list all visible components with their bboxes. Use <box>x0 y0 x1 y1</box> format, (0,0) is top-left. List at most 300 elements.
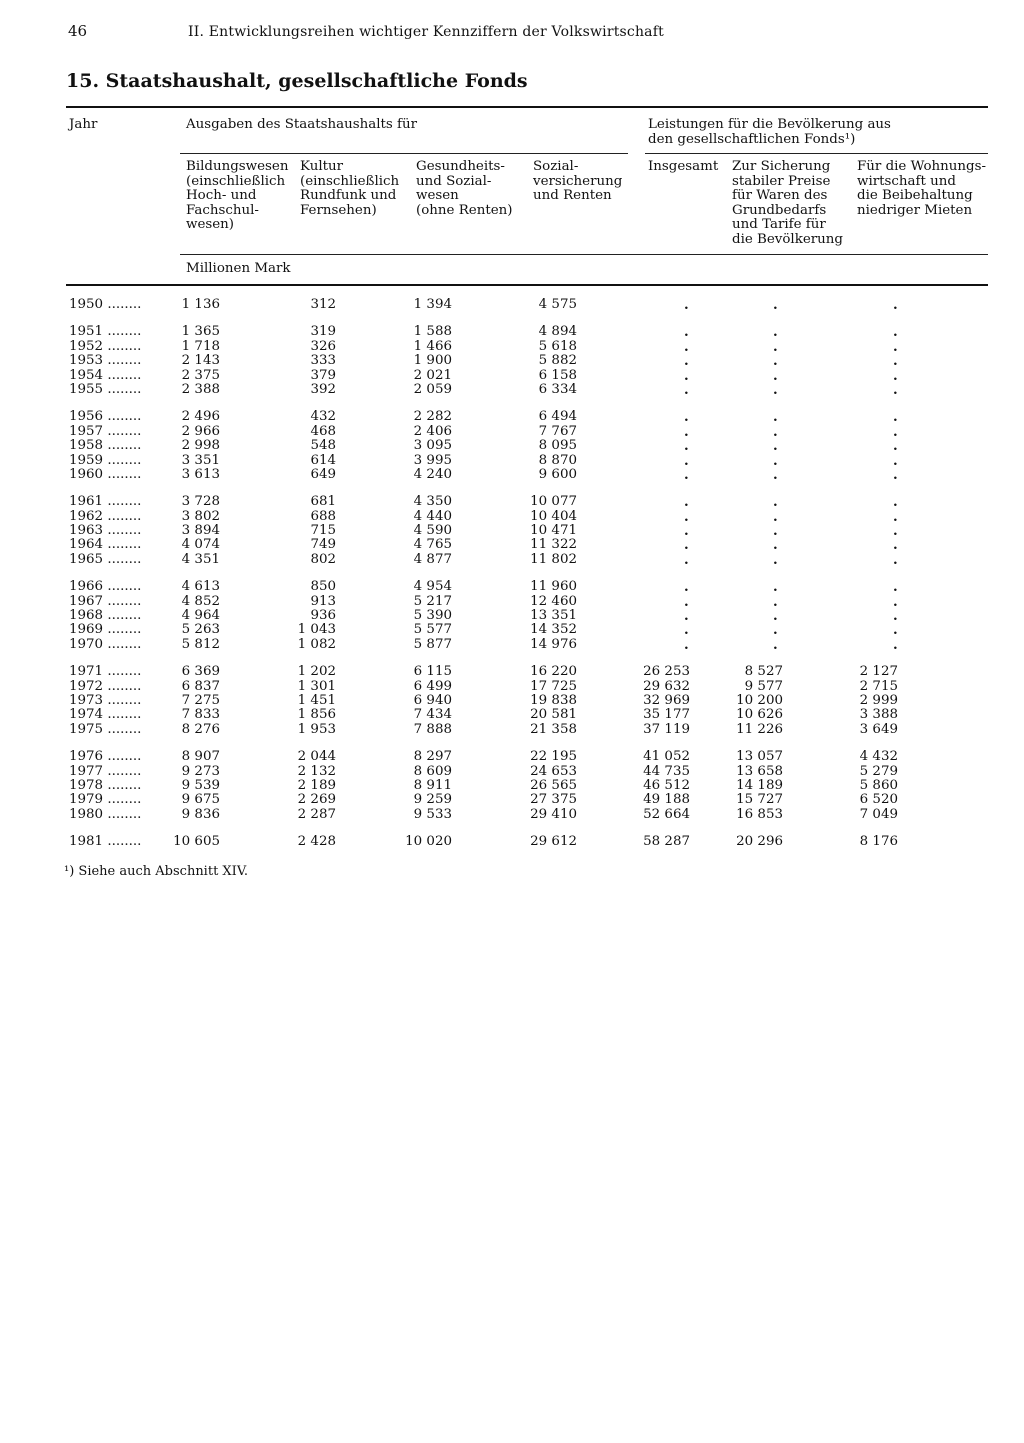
value-cell: 5 390 <box>413 608 452 624</box>
value-cell: 681 <box>310 494 336 510</box>
value-cell: 802 <box>310 551 336 567</box>
value-cell: 32 969 <box>643 692 690 708</box>
year-cell: 1954 ........ <box>69 367 142 383</box>
year-cell: 1963 ........ <box>69 523 142 539</box>
value-cell: . <box>773 508 778 525</box>
value-cell: 3 649 <box>859 721 898 737</box>
value-cell: 9 675 <box>181 792 220 808</box>
header-bottom-rule <box>66 284 988 286</box>
value-cell: . <box>773 494 778 511</box>
value-cell: 749 <box>310 537 336 553</box>
value-cell: 16 220 <box>530 664 577 680</box>
table-row <box>0 779 1024 793</box>
year-cell: 1957 ........ <box>69 423 142 439</box>
header-col-preise: Zur Sicherung stabiler Preise für Waren des Grundbedarfs und Tarife für die Bevölkerung <box>732 159 843 247</box>
table-row <box>0 580 1024 594</box>
year-cell: 1979 ........ <box>69 792 142 808</box>
value-cell: 2 999 <box>859 692 898 708</box>
table-row <box>0 524 1024 538</box>
value-cell: . <box>773 523 778 540</box>
value-cell: 4 351 <box>181 551 220 567</box>
value-cell: . <box>773 636 778 653</box>
value-cell: 8 297 <box>413 749 452 765</box>
value-cell: 5 577 <box>413 622 452 638</box>
header-col-sozialversicherung: Sozial- versicherung und Renten <box>533 159 623 203</box>
value-cell: . <box>684 324 689 341</box>
value-cell: 6 115 <box>413 664 452 680</box>
value-cell: 1 082 <box>297 636 336 652</box>
value-cell: 24 653 <box>530 763 577 779</box>
value-cell: . <box>893 608 898 625</box>
value-cell: 9 577 <box>744 678 783 694</box>
year-cell: 1976 ........ <box>69 749 142 765</box>
value-cell: 2 496 <box>181 409 220 425</box>
value-cell: 2 021 <box>413 367 452 383</box>
value-cell: . <box>684 466 689 483</box>
value-cell: . <box>773 324 778 341</box>
value-cell: 2 966 <box>181 423 220 439</box>
table-row <box>0 354 1024 368</box>
value-cell: 5 217 <box>413 593 452 609</box>
value-cell: 6 334 <box>538 381 577 397</box>
value-cell: 4 575 <box>538 297 577 312</box>
unit-rule <box>180 254 988 255</box>
value-cell: 14 189 <box>736 777 783 793</box>
value-cell: 35 177 <box>643 707 690 723</box>
value-cell: 1 953 <box>297 721 336 737</box>
value-cell: . <box>773 466 778 483</box>
value-cell: 2 715 <box>859 678 898 694</box>
value-cell: 22 195 <box>530 749 577 765</box>
value-cell: 10 404 <box>530 508 577 524</box>
value-cell: 26 253 <box>643 664 690 680</box>
value-cell: . <box>893 409 898 426</box>
value-cell: 913 <box>310 593 336 609</box>
value-cell: . <box>684 353 689 370</box>
value-cell: 392 <box>310 381 336 397</box>
year-cell: 1960 ........ <box>69 466 142 482</box>
value-cell: 715 <box>310 523 336 539</box>
value-cell: 46 512 <box>643 777 690 793</box>
value-cell: 6 940 <box>413 692 452 708</box>
year-cell: 1962 ........ <box>69 508 142 524</box>
value-cell: 2 287 <box>297 806 336 822</box>
value-cell: 11 226 <box>736 721 783 737</box>
value-cell: . <box>893 324 898 341</box>
header-group-ausgaben: Ausgaben des Staatshaushalts für <box>186 117 417 132</box>
table-row <box>0 609 1024 623</box>
value-cell: 9 836 <box>181 806 220 822</box>
value-cell: 3 613 <box>181 466 220 482</box>
value-cell: 3 351 <box>181 452 220 468</box>
value-cell: 4 074 <box>181 537 220 553</box>
table-row <box>0 454 1024 468</box>
value-cell: . <box>684 579 689 596</box>
value-cell: 49 188 <box>643 792 690 808</box>
value-cell: . <box>773 452 778 469</box>
value-cell: 3 802 <box>181 508 220 524</box>
value-cell: 15 727 <box>736 792 783 808</box>
value-cell: 4 765 <box>413 537 452 553</box>
header-group-leistungen-line2: den gesellschaftlichen Fonds¹) <box>648 131 856 147</box>
value-cell: 13 057 <box>736 749 783 765</box>
value-cell: 5 812 <box>181 636 220 652</box>
value-cell: . <box>773 381 778 398</box>
value-cell: . <box>893 622 898 639</box>
value-cell: . <box>893 593 898 610</box>
year-cell: 1958 ........ <box>69 438 142 454</box>
value-cell: . <box>684 537 689 554</box>
value-cell: 29 410 <box>530 806 577 822</box>
value-cell: 26 565 <box>530 777 577 793</box>
value-cell: 5 877 <box>413 636 452 652</box>
value-cell: 2 059 <box>413 381 452 397</box>
value-cell: 17 725 <box>530 678 577 694</box>
value-cell: . <box>893 353 898 370</box>
value-cell: . <box>773 537 778 554</box>
value-cell: . <box>684 523 689 540</box>
leistungen-group-rule <box>645 153 988 154</box>
value-cell: 6 499 <box>413 678 452 694</box>
value-cell: . <box>684 367 689 384</box>
value-cell: . <box>773 438 778 455</box>
value-cell: 4 877 <box>413 551 452 567</box>
page-number: 46 <box>68 22 88 40</box>
value-cell: 2 269 <box>297 792 336 808</box>
value-cell: . <box>773 367 778 384</box>
value-cell: . <box>684 508 689 525</box>
value-cell: 3 995 <box>413 452 452 468</box>
value-cell: . <box>684 494 689 511</box>
value-cell: . <box>893 297 898 313</box>
year-cell: 1959 ........ <box>69 452 142 468</box>
value-cell: 5 279 <box>859 763 898 779</box>
value-cell: 9 259 <box>413 792 452 808</box>
value-cell: 4 590 <box>413 523 452 539</box>
value-cell: 1 900 <box>413 353 452 369</box>
value-cell: . <box>773 579 778 596</box>
header-col-kultur: Kultur (einschließlich Rundfunk und Fernsehen) <box>300 159 400 218</box>
header-group-leistungen-line1: Leistungen für die Bevölkerung aus <box>648 117 891 132</box>
value-cell: 2 998 <box>181 438 220 454</box>
value-cell: 29 632 <box>643 678 690 694</box>
year-cell: 1966 ........ <box>69 579 142 595</box>
table-row <box>0 623 1024 637</box>
value-cell: 432 <box>310 409 336 425</box>
footnote: ¹) Siehe auch Abschnitt XIV. <box>64 864 249 879</box>
table-row <box>0 439 1024 453</box>
header-col-gesundheit: Gesundheits- und Sozial- wesen (ohne Renten) <box>416 159 513 218</box>
value-cell: 10 605 <box>173 834 220 850</box>
value-cell: 58 287 <box>643 834 690 850</box>
value-cell: . <box>893 579 898 596</box>
table-row <box>0 680 1024 694</box>
value-cell: 3 728 <box>181 494 220 510</box>
year-cell: 1964 ........ <box>69 537 142 553</box>
year-cell: 1978 ........ <box>69 777 142 793</box>
value-cell: 4 852 <box>181 593 220 609</box>
value-cell: 1 136 <box>181 297 220 312</box>
value-cell: 8 095 <box>538 438 577 454</box>
value-cell: 333 <box>310 353 336 369</box>
value-cell: . <box>773 353 778 370</box>
value-cell: 614 <box>310 452 336 468</box>
value-cell: 326 <box>310 338 336 354</box>
value-cell: 20 296 <box>736 834 783 850</box>
year-cell: 1972 ........ <box>69 678 142 694</box>
value-cell: 8 176 <box>859 834 898 850</box>
value-cell: 7 833 <box>181 707 220 723</box>
table-row <box>0 325 1024 339</box>
table-row <box>0 708 1024 722</box>
value-cell: 312 <box>310 297 336 312</box>
year-cell: 1970 ........ <box>69 636 142 652</box>
value-cell: . <box>684 636 689 653</box>
value-cell: 1 718 <box>181 338 220 354</box>
year-cell: 1965 ........ <box>69 551 142 567</box>
value-cell: . <box>773 297 778 313</box>
value-cell: . <box>773 409 778 426</box>
running-head: II. Entwicklungsreihen wichtiger Kennziffern der Volkswirtschaft <box>188 24 664 40</box>
value-cell: 10 626 <box>736 707 783 723</box>
ausgaben-group-rule <box>180 153 628 154</box>
table-row <box>0 298 1024 312</box>
value-cell: . <box>773 338 778 355</box>
year-cell: 1953 ........ <box>69 353 142 369</box>
value-cell: 4 954 <box>413 579 452 595</box>
table-title: 15. Staatshaushalt, gesellschaftliche Fonds <box>66 70 528 92</box>
value-cell: . <box>893 537 898 554</box>
value-cell: 1 301 <box>297 678 336 694</box>
value-cell: 1 394 <box>413 297 452 312</box>
value-cell: 21 358 <box>530 721 577 737</box>
value-cell: . <box>893 551 898 568</box>
value-cell: 5 618 <box>538 338 577 354</box>
year-cell: 1955 ........ <box>69 381 142 397</box>
value-cell: 7 888 <box>413 721 452 737</box>
year-cell: 1951 ........ <box>69 324 142 340</box>
value-cell: 2 132 <box>297 763 336 779</box>
value-cell: 10 020 <box>405 834 452 850</box>
value-cell: 37 119 <box>643 721 690 737</box>
value-cell: . <box>773 622 778 639</box>
value-cell: 27 375 <box>530 792 577 808</box>
value-cell: 5 882 <box>538 353 577 369</box>
table-row <box>0 369 1024 383</box>
year-cell: 1980 ........ <box>69 806 142 822</box>
value-cell: 8 527 <box>744 664 783 680</box>
value-cell: 2 127 <box>859 664 898 680</box>
value-cell: 1 365 <box>181 324 220 340</box>
value-cell: 3 894 <box>181 523 220 539</box>
table-row <box>0 835 1024 849</box>
table-row <box>0 665 1024 679</box>
value-cell: 2 044 <box>297 749 336 765</box>
value-cell: 1 466 <box>413 338 452 354</box>
value-cell: . <box>773 593 778 610</box>
value-cell: . <box>684 438 689 455</box>
year-cell: 1961 ........ <box>69 494 142 510</box>
value-cell: 4 350 <box>413 494 452 510</box>
value-cell: 4 240 <box>413 466 452 482</box>
table-row <box>0 694 1024 708</box>
value-cell: 11 802 <box>530 551 577 567</box>
header-unit: Millionen Mark <box>186 261 291 276</box>
year-cell: 1975 ........ <box>69 721 142 737</box>
table-row <box>0 638 1024 652</box>
header-col-bildungswesen: Bildungswesen (einschließlich Hoch- und Fachschul- wesen) <box>186 159 289 232</box>
year-cell: 1977 ........ <box>69 763 142 779</box>
value-cell: . <box>893 508 898 525</box>
value-cell: . <box>684 381 689 398</box>
value-cell: 2 189 <box>297 777 336 793</box>
table-row <box>0 410 1024 424</box>
value-cell: 7 767 <box>538 423 577 439</box>
value-cell: 9 533 <box>413 806 452 822</box>
value-cell: . <box>893 423 898 440</box>
value-cell: 2 406 <box>413 423 452 439</box>
table-row <box>0 383 1024 397</box>
table-row <box>0 538 1024 552</box>
value-cell: 5 263 <box>181 622 220 638</box>
value-cell: 649 <box>310 466 336 482</box>
table-row <box>0 765 1024 779</box>
table-row <box>0 595 1024 609</box>
value-cell: 5 860 <box>859 777 898 793</box>
value-cell: 1 588 <box>413 324 452 340</box>
value-cell: . <box>773 423 778 440</box>
value-cell: 8 276 <box>181 721 220 737</box>
value-cell: 1 043 <box>297 622 336 638</box>
value-cell: 4 964 <box>181 608 220 624</box>
value-cell: 29 612 <box>530 834 577 850</box>
value-cell: 11 322 <box>530 537 577 553</box>
table-row <box>0 723 1024 737</box>
value-cell: 548 <box>310 438 336 454</box>
value-cell: . <box>893 338 898 355</box>
value-cell: . <box>684 608 689 625</box>
value-cell: . <box>684 593 689 610</box>
value-cell: 688 <box>310 508 336 524</box>
value-cell: 2 143 <box>181 353 220 369</box>
value-cell: . <box>893 494 898 511</box>
value-cell: 13 351 <box>530 608 577 624</box>
value-cell: 3 388 <box>859 707 898 723</box>
value-cell: 20 581 <box>530 707 577 723</box>
value-cell: 1 451 <box>297 692 336 708</box>
top-rule <box>66 106 988 108</box>
value-cell: 6 837 <box>181 678 220 694</box>
header-group-leistungen <box>648 118 891 147</box>
value-cell: 10 077 <box>530 494 577 510</box>
table-row <box>0 553 1024 567</box>
value-cell: 16 853 <box>736 806 783 822</box>
data-table-body <box>0 298 1024 850</box>
value-cell: 2 282 <box>413 409 452 425</box>
value-cell: . <box>684 338 689 355</box>
year-cell: 1967 ........ <box>69 593 142 609</box>
value-cell: 4 613 <box>181 579 220 595</box>
value-cell: 4 894 <box>538 324 577 340</box>
value-cell: 4 432 <box>859 749 898 765</box>
value-cell: 379 <box>310 367 336 383</box>
value-cell: 9 600 <box>538 466 577 482</box>
year-cell: 1971 ........ <box>69 664 142 680</box>
value-cell: . <box>684 297 689 313</box>
value-cell: 10 200 <box>736 692 783 708</box>
year-cell: 1968 ........ <box>69 608 142 624</box>
value-cell: 2 388 <box>181 381 220 397</box>
year-cell: 1981 ........ <box>69 834 142 850</box>
value-cell: 8 911 <box>413 777 452 793</box>
value-cell: 3 095 <box>413 438 452 454</box>
value-cell: . <box>684 622 689 639</box>
value-cell: . <box>893 381 898 398</box>
value-cell: 11 960 <box>530 579 577 595</box>
value-cell: 4 440 <box>413 508 452 524</box>
value-cell: . <box>684 423 689 440</box>
year-cell: 1950 ........ <box>69 297 142 312</box>
year-cell: 1952 ........ <box>69 338 142 354</box>
value-cell: 52 664 <box>643 806 690 822</box>
value-cell: . <box>684 551 689 568</box>
value-cell: 7 434 <box>413 707 452 723</box>
value-cell: 14 976 <box>530 636 577 652</box>
value-cell: 2 428 <box>297 834 336 850</box>
value-cell: 468 <box>310 423 336 439</box>
value-cell: . <box>893 367 898 384</box>
value-cell: 7 049 <box>859 806 898 822</box>
value-cell: . <box>684 452 689 469</box>
table-row <box>0 808 1024 822</box>
value-cell: 10 471 <box>530 523 577 539</box>
value-cell: . <box>893 636 898 653</box>
value-cell: 319 <box>310 324 336 340</box>
value-cell: 9 539 <box>181 777 220 793</box>
value-cell: 44 735 <box>643 763 690 779</box>
table-row <box>0 340 1024 354</box>
value-cell: 14 352 <box>530 622 577 638</box>
year-cell: 1974 ........ <box>69 707 142 723</box>
table-row <box>0 510 1024 524</box>
value-cell: . <box>773 608 778 625</box>
value-cell: 6 494 <box>538 409 577 425</box>
header-jahr: Jahr <box>69 117 98 132</box>
value-cell: . <box>893 452 898 469</box>
value-cell: 1 202 <box>297 664 336 680</box>
table-row <box>0 495 1024 509</box>
value-cell: . <box>773 551 778 568</box>
header-col-wohnungswirtschaft: Für die Wohnungs- wirtschaft und die Beibehaltung niedriger Mieten <box>857 159 986 218</box>
value-cell: 19 838 <box>530 692 577 708</box>
value-cell: . <box>893 438 898 455</box>
value-cell: . <box>893 466 898 483</box>
year-cell: 1956 ........ <box>69 409 142 425</box>
value-cell: . <box>893 523 898 540</box>
header-col-insgesamt: Insgesamt <box>648 159 719 174</box>
value-cell: 9 273 <box>181 763 220 779</box>
value-cell: 8 870 <box>538 452 577 468</box>
value-cell: . <box>684 409 689 426</box>
value-cell: 2 375 <box>181 367 220 383</box>
year-cell: 1973 ........ <box>69 692 142 708</box>
value-cell: 850 <box>310 579 336 595</box>
value-cell: 1 856 <box>297 707 336 723</box>
value-cell: 6 369 <box>181 664 220 680</box>
value-cell: 8 907 <box>181 749 220 765</box>
value-cell: 7 275 <box>181 692 220 708</box>
table-row <box>0 468 1024 482</box>
